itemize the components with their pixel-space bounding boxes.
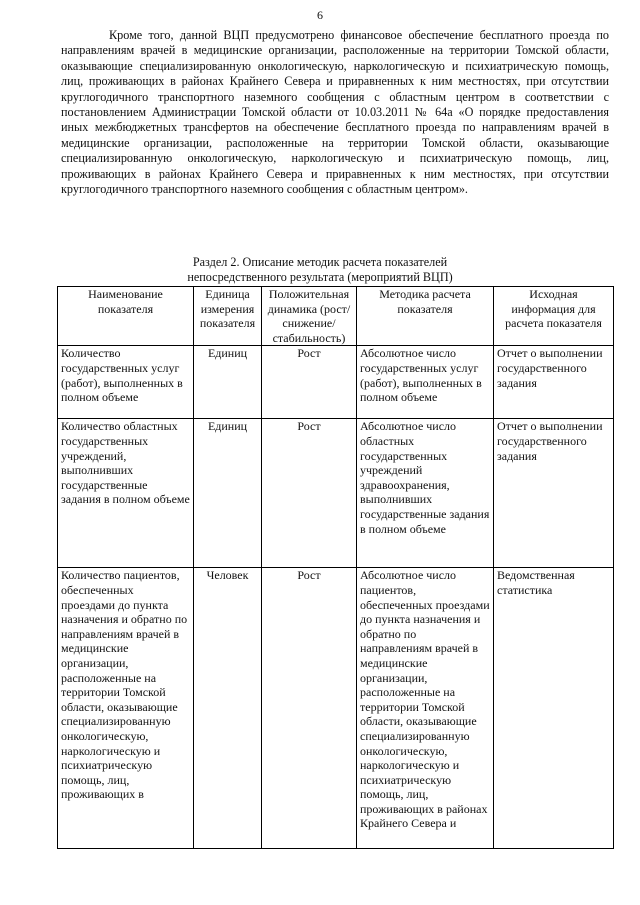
header-unit: Единица измерения показателя [194,287,262,346]
cell-dynamics: Рост [262,346,357,419]
header-indicator-name: Наименование показателя [58,287,194,346]
section-title-line-1: Раздел 2. Описание методик расчета показателей [192,255,448,269]
cell-dynamics: Рост [262,419,357,568]
cell-source-info: Отчет о выполнении государственного задания [494,346,614,419]
intro-paragraph: Кроме того, данной ВЦП предусмотрено финансовое обеспечение бесплатного проезда по направлениям врачей в медицинские организации, расположенные на территории Томской области, оказывающие специализированную онкологическую, наркологическую и психиатрическую помощь, лиц, проживающих в районах Крайнего Севера и приравненных к ним местностях, при отсутствии круглогодичного транспортного наземного сообщения с областным центром в соответствии с постановлением Администрации Томской области от 10.03.2011 № 64а «О порядке предоставления иных межбюджетных трансфертов на обеспечение бесплатного проезда по направлениям врачей в медицинские организации, расположенные на территории Томской области, оказывающие специализированную онкологическую, наркологическую и психиатрическую помощь, лиц, проживающих в районах Крайнего Севера и приравненных к ним местностях, при отсутствии круглогодичного транспортного наземного сообщения с областным центром». [61,28,609,197]
header-methodology: Методика расчета показателя [357,287,494,346]
table-row [58,568,614,849]
cell-indicator-name: Количество пациентов, обеспеченных проездами до пункта назначения и обратно по направлениям врачей в медицинские организации, расположенные на территории Томской области, оказывающие специализированную онкологическую, наркологическую и психиатрическую помощь, лиц, проживающих в [58,568,194,849]
section-title-line-2: непосредственного результата (мероприятий ВЦП) [187,269,453,284]
cell-indicator-name: Количество государственных услуг (работ), выполненных в полном объеме [58,346,194,419]
page-number: 6 [317,8,323,22]
table-header-row [58,287,614,346]
cell-dynamics: Рост [262,568,357,849]
cell-source-info: Отчет о выполнении государственного задания [494,419,614,568]
cell-methodology: Абсолютное число государственных услуг (работ), выполненных в полном объеме [357,346,494,419]
indicators-table-wrapper [57,286,613,849]
indicators-table [57,286,614,849]
cell-source-info: Ведомственная статистика [494,568,614,849]
table-row [58,419,614,568]
cell-unit: Человек [194,568,262,849]
table-row [58,346,614,419]
cell-methodology: Абсолютное число областных государственных учреждений здравоохранения, выполнивших государственные задания в полном объеме [357,419,494,568]
section-title [0,255,640,284]
cell-unit: Единиц [194,419,262,568]
cell-indicator-name: Количество областных государственных учреждений, выполнивших государственные задания в полном объеме [58,419,194,568]
cell-methodology: Абсолютное число пациентов, обеспеченных проездами до пункта назначения и обратно по направлениям врачей в медицинские организации, расположенные на территории Томской области, оказывающие специализированную онкологическую, наркологическую и психиатрическую помощь, лиц, проживающих в районах Крайнего Севера и [357,568,494,849]
cell-unit: Единиц [194,346,262,419]
header-dynamics: Положительная динамика (рост/снижение/ стабильность) [262,287,357,346]
header-source-info: Исходная информация для расчета показателя [494,287,614,346]
